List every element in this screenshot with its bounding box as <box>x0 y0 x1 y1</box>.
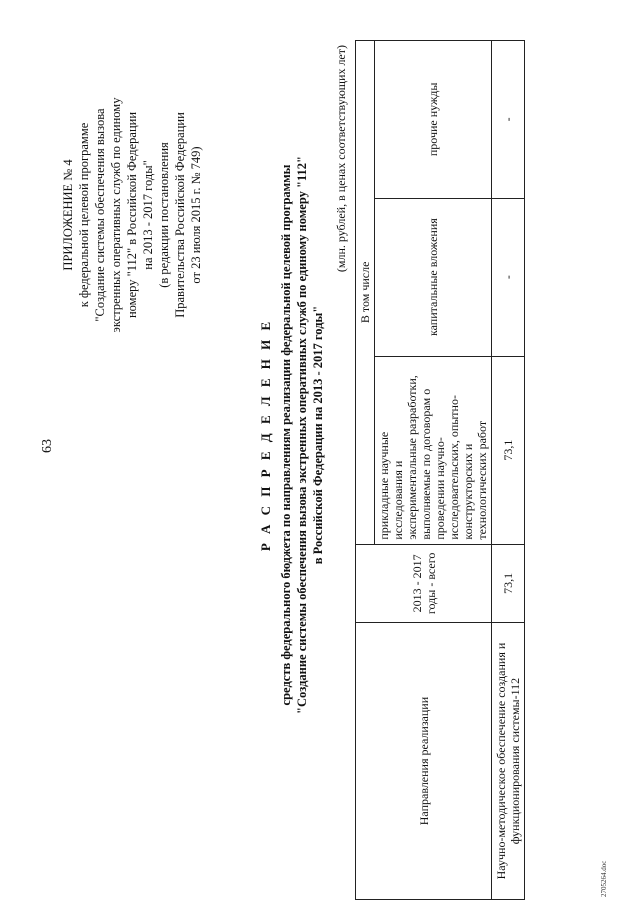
appendix-line: Правительства Российской Федерации <box>173 112 187 318</box>
appendix-line: к федеральной целевой программе <box>77 122 91 308</box>
title-line: "Создание системы обеспечения вызова экстренных оперативных служб по единому номеру "112" <box>295 156 309 714</box>
header-rd: прикладные научные исследования и экспериментальные разработки, выполняемые по договорам о проведении научно-исследовательских, опытно-конструкторских и технологических работ <box>375 356 492 544</box>
footer-filename: 2705264.doc <box>600 860 608 897</box>
document-title <box>258 25 326 845</box>
units-note: (млн. рублей, в ценах соответствующих лет) <box>334 45 348 273</box>
header-including: В том числе <box>356 41 375 545</box>
cell-total: 73,1 <box>492 544 525 622</box>
appendix-line: на 2013 - 2017 годы" <box>141 160 155 270</box>
appendix-line: от 23 июля 2015 г. № 749) <box>189 146 203 284</box>
appendix-line: номеру "112" в Российской Федерации <box>125 111 139 319</box>
appendix-line: экстренных оперативных служб по единому <box>109 97 123 333</box>
title-line: в Российской Федерации на 2013 - 2017 годы" <box>311 305 325 565</box>
cell-direction: Научно-методическое обеспечение создания и функционирования системы-112 <box>492 623 525 900</box>
appendix-header <box>60 45 204 385</box>
cell-other: - <box>492 41 525 199</box>
title-heading: Р А С П Р Е Д Е Л Е Н И Е <box>258 318 273 552</box>
title-line: средств федерального бюджета по направлениям реализации федеральной целевой программы <box>279 164 293 706</box>
table-header-row <box>356 41 375 900</box>
cell-capital: - <box>492 198 525 356</box>
page-number: 63 <box>40 439 55 453</box>
table-row <box>492 41 525 900</box>
appendix-line: ПРИЛОЖЕНИЕ № 4 <box>61 159 75 271</box>
header-other: прочие нужды <box>375 41 492 199</box>
appendix-line: "Создание системы обеспечения вызова <box>93 108 107 322</box>
header-total: 2013 - 2017 годы - всего <box>356 544 492 622</box>
header-direction: Направления реализации <box>356 623 492 900</box>
distribution-table <box>355 40 525 900</box>
cell-rd: 73,1 <box>492 356 525 544</box>
header-capital: капитальные вложения <box>375 198 492 356</box>
appendix-line: (в редакции постановления <box>157 142 171 288</box>
